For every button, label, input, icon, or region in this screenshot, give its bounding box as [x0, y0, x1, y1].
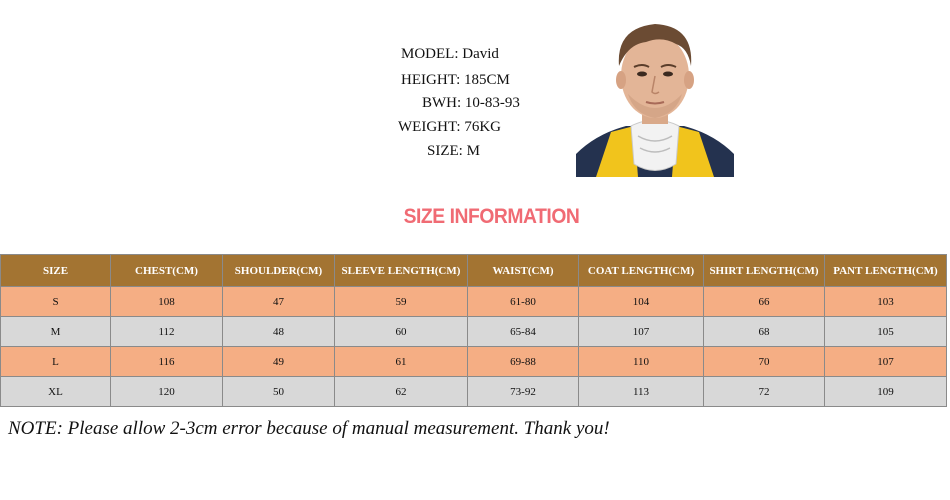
cell-shirt-length: 68 [704, 317, 825, 347]
cell-pant-length: 109 [825, 377, 947, 407]
cell-waist: 69-88 [468, 347, 579, 377]
cell-pant-length: 103 [825, 287, 947, 317]
header-chest: CHEST(CM) [111, 255, 223, 287]
model-height: HEIGHT: 185CM [401, 72, 510, 88]
cell-chest: 120 [111, 377, 223, 407]
cell-shoulder: 47 [223, 287, 335, 317]
cell-shirt-length: 72 [704, 377, 825, 407]
cell-size: XL [1, 377, 111, 407]
header-shoulder: SHOULDER(CM) [223, 255, 335, 287]
header-pant-length: PANT LENGTH(CM) [825, 255, 947, 287]
model-portrait-icon [576, 14, 734, 177]
cell-size: L [1, 347, 111, 377]
header-shirt-length: SHIRT LENGTH(CM) [704, 255, 825, 287]
model-weight: WEIGHT: 76KG [398, 119, 501, 135]
size-information-title: SIZE INFORMATION [403, 205, 580, 228]
cell-shoulder: 48 [223, 317, 335, 347]
size-table [0, 254, 947, 407]
table-row [1, 287, 947, 317]
header-coat-length: COAT LENGTH(CM) [579, 255, 704, 287]
model-size: SIZE: M [427, 143, 480, 159]
cell-size: S [1, 287, 111, 317]
cell-coat-length: 110 [579, 347, 704, 377]
table-row [1, 317, 947, 347]
cell-pant-length: 107 [825, 347, 947, 377]
cell-coat-length: 113 [579, 377, 704, 407]
header-size: SIZE [1, 255, 111, 287]
cell-size: M [1, 317, 111, 347]
model-bwh: BWH: 10-83-93 [422, 95, 520, 111]
header-waist: WAIST(CM) [468, 255, 579, 287]
cell-sleeve-length: 59 [335, 287, 468, 317]
table-row [1, 347, 947, 377]
cell-shoulder: 49 [223, 347, 335, 377]
cell-shoulder: 50 [223, 377, 335, 407]
cell-coat-length: 107 [579, 317, 704, 347]
measurement-note: NOTE: Please allow 2-3cm error because of manual measurement. Thank you! [8, 418, 610, 439]
cell-pant-length: 105 [825, 317, 947, 347]
cell-waist: 73-92 [468, 377, 579, 407]
cell-chest: 112 [111, 317, 223, 347]
cell-shirt-length: 70 [704, 347, 825, 377]
header-sleeve-length: SLEEVE LENGTH(CM) [335, 255, 468, 287]
cell-coat-length: 104 [579, 287, 704, 317]
cell-sleeve-length: 60 [335, 317, 468, 347]
table-row [1, 377, 947, 407]
cell-chest: 116 [111, 347, 223, 377]
cell-waist: 61-80 [468, 287, 579, 317]
cell-shirt-length: 66 [704, 287, 825, 317]
cell-sleeve-length: 62 [335, 377, 468, 407]
model-photo [576, 14, 734, 177]
cell-sleeve-length: 61 [335, 347, 468, 377]
cell-chest: 108 [111, 287, 223, 317]
table-header-row [1, 255, 947, 287]
model-name: MODEL: David [401, 46, 499, 62]
cell-waist: 65-84 [468, 317, 579, 347]
